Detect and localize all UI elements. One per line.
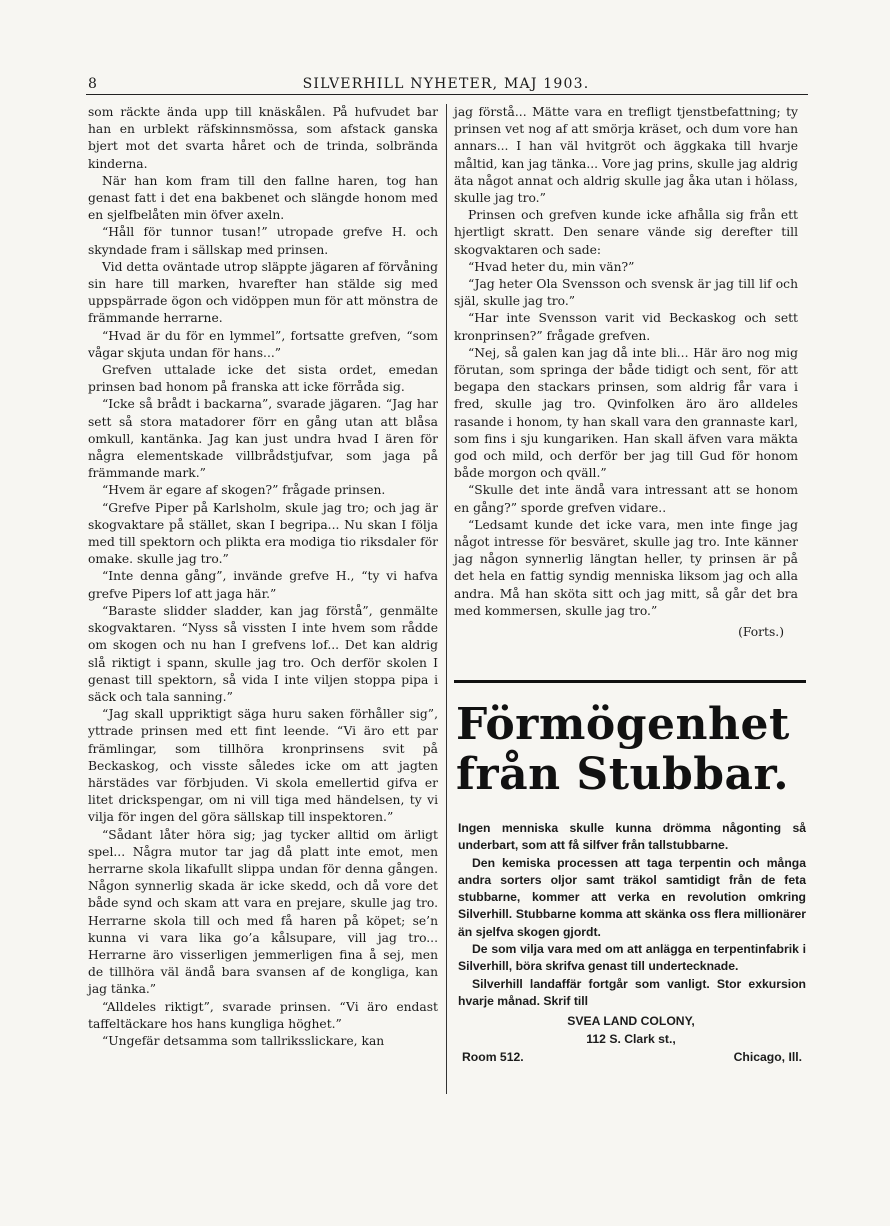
paragraph: “Icke så brådt i backarna”, svarade jägaren. “Jag har sett så stora matadorer förr en gång utan att blåsa omkull, kantänka. Jag kan just undra hvad I ären för några elementskade villbrådstjufvar, som jaga på främmande mark.” — [88, 397, 438, 481]
continued-note: (Forts.) — [738, 625, 784, 640]
paragraph: “Sådant låter höra sig; jag tycker alltid om ärligt spel... Några mutor tar jag då platt inte emot, men herrarne skola likafullt slippa undan för denna gången. Någon synnerlig skada är icke skedd, och då vore det både synd och skam att vara en prejare, skulle jag tro. Herrarne skola till och med få haren på köpet; se’n kunna vi vara lika go’a kålsupare, vill jag tro... Herrarne äro visserligen jemmerligen fina å sej, men de tillhöra väl ändå bara svansen af de kongliga, kan jag tänka.” — [88, 827, 438, 997]
advertisement-signature — [456, 1012, 806, 1066]
header-rule — [86, 94, 808, 95]
page-header — [86, 74, 806, 94]
running-title: SILVERHILL NYHETER, MAJ 1903. — [302, 76, 590, 92]
headline-line: Förmögenhet — [456, 699, 790, 750]
paragraph: “Jag skall uppriktigt säga huru saken förhåller sig”, yttrade prinsen med ett fint leende. “Vi äro ett par främlingar, som tillhöra kronprinsens svit på Beckaskog, och visste således icke om att jagten härstädes var förbjuden. Vi skola emellertid gifva er litet drickspengar, om ni vill tiga med händelsen, ty vi vilja för ingen del göra sällskap till inspektoren.” — [88, 707, 438, 825]
paragraph: “Grefve Piper på Karlsholm, skule jag tro; och jag är skogvaktare på stället, skan I begripa... Nu skan I följa med till spektorn och plikta era modiga tio riksdaler för omake. skulle jag tro.” — [88, 500, 438, 567]
page-number: 8 — [88, 76, 98, 92]
paragraph: “Ledsamt kunde det icke vara, men inte finge jag något intresse för besväret, skulle jag tro. Inte känner jag någon synnerlig längtan heller, ty prinsen är på det hela en fattig syndig menniska liksom jag och alla andra. Må han sköta sitt och jag mitt, så går det bra med kommersen, skulle jag tro.” — [454, 517, 798, 618]
paragraph: “Alldeles riktigt”, svarade prinsen. “Vi äro endast taffeltäckare hos hans kungliga höghet.” — [88, 999, 438, 1031]
paragraph: “Hvad är du för en lymmel”, fortsatte grefven, “som vågar skjuta undan för hans...” — [88, 328, 438, 360]
paragraph: “Skulle det inte ändå vara intressant att se honom en gång?” sporde grefven vidare.. — [454, 483, 798, 515]
paragraph: “Håll för tunnor tusan!” utropade grefve H. och skyndade fram i sällskap med prinsen. — [88, 225, 438, 257]
advertisement-rule — [454, 680, 806, 683]
room-number: Room 512. — [462, 1050, 524, 1065]
advertisement-body — [456, 820, 806, 1010]
street-address: 112 S. Clark st., — [586, 1032, 676, 1047]
address-row — [456, 1048, 806, 1066]
paragraph: “Hvad heter du, min vän?” — [468, 259, 635, 274]
column-divider — [446, 104, 447, 1094]
ad-paragraph: Ingen menniska skulle kunna drömma någonting så underbart, som att få silfver från tallstubbarne. — [458, 821, 806, 853]
ad-paragraph: De som vilja vara med om att anlägga en terpentinfabrik i Silverhill, böra skrifva genast till undertecknade. — [458, 942, 806, 974]
paragraph: “Inte denna gång”, invände grefve H., “ty vi hafva grefve Pipers lof att jaga här.” — [88, 569, 438, 601]
paragraph: “Nej, så galen kan jag då inte bli... Här äro nog mig förutan, som springa der både tidigt och sent, för att begapa den stackars prinsen, som aldrig får vara i fred, skulle jag tro. Qvinfolken äro äro alldeles rasande i honom, ty han skall vara den grannaste karl, som fins i sju kungariken. Han skall äfven vara mäkta god och mild, och derför ber jag till Gud för honom både morgon och qväll.” — [454, 345, 798, 481]
paragraph: “Har inte Svensson varit vid Beckaskog och sett kronprinsen?” frågade grefven. — [454, 311, 798, 343]
ad-paragraph: Silverhill landaffär fortgår som vanligt. Stor exkursion hvarje månad. Skrif till — [458, 976, 806, 1008]
left-column — [88, 104, 438, 1050]
headline-line: från Stubbar. — [456, 749, 790, 800]
paragraph: “Ungefär detsamma som tallriksslickare, kan — [102, 1033, 385, 1048]
paragraph: “Jag heter Ola Svensson och svensk är jag till lif och själ, skulle jag tro.” — [454, 277, 798, 309]
paragraph: “Hvem är egare af skogen?” frågade prinsen. — [102, 483, 386, 498]
advertisement-headline — [456, 700, 806, 800]
paragraph: jag förstå... Mätte vara en trefligt tjenstbefattning; ty prinsen vet nog af att smörja kräset, och dum vore han annars... I han väl hvitgröt och äggkaka till hvarje måltid, kan jag tänka... Vore jag prins, skulle jag aldrig äta något annat och aldrig skulle jag åka utan i hölass, skulle jag tro.” — [454, 105, 798, 206]
company-name: SVEA LAND COLONY, — [567, 1014, 695, 1029]
paragraph: som räckte ända upp till knäskålen. På hufvudet bar han en urblekt räfskinnsmössa, som afstack ganska bjert mot det svarta håret och de trinda, solbrända kinderna. — [88, 105, 438, 171]
paragraph: Prinsen och grefven kunde icke afhålla sig från ett hjertligt skratt. Den senare vände sig derefter till skogvaktaren och sade: — [454, 208, 798, 257]
paragraph: Grefven uttalade icke det sista ordet, emedan prinsen bad honom på franska att icke förråda sig. — [88, 363, 438, 395]
paragraph: “Baraste slidder sladder, kan jag förstå”, genmälte skogvaktaren. “Nyss så vissten I inte hvem som rådde om skogen och nu han I grefvens lof... Det kan aldrig slå riktigt i spann, skulle jag tro. Och derför skolen I genast till spektorn, så vida I inte viljen stoppa pipa i säck och tala sanning.” — [88, 603, 438, 704]
paragraph: Vid detta oväntade utrop släppte jägaren af förvåning sin hare till marken, hvarefter han stälde sig med uppspärrade ögon och vidöppen mun för att mönstra de främmande herrarne. — [88, 259, 438, 326]
right-column — [454, 104, 798, 641]
advertisement — [456, 700, 806, 1066]
paragraph: När han kom fram till den fallne haren, tog han genast fatt i det ena bakbenet och slängde honom med en sjelfbelåten min öfver axeln. — [88, 173, 438, 223]
ad-paragraph: Den kemiska processen att taga terpentin och många andra sorters oljor samt träkol samtidigt från de feta stubbarne, kommer att verka en revolution omkring Silverhill. Stubbarne komma att skänka oss flera millionärer än sjelfva skogen gjordt. — [458, 855, 806, 939]
city: Chicago, Ill. — [733, 1050, 802, 1065]
